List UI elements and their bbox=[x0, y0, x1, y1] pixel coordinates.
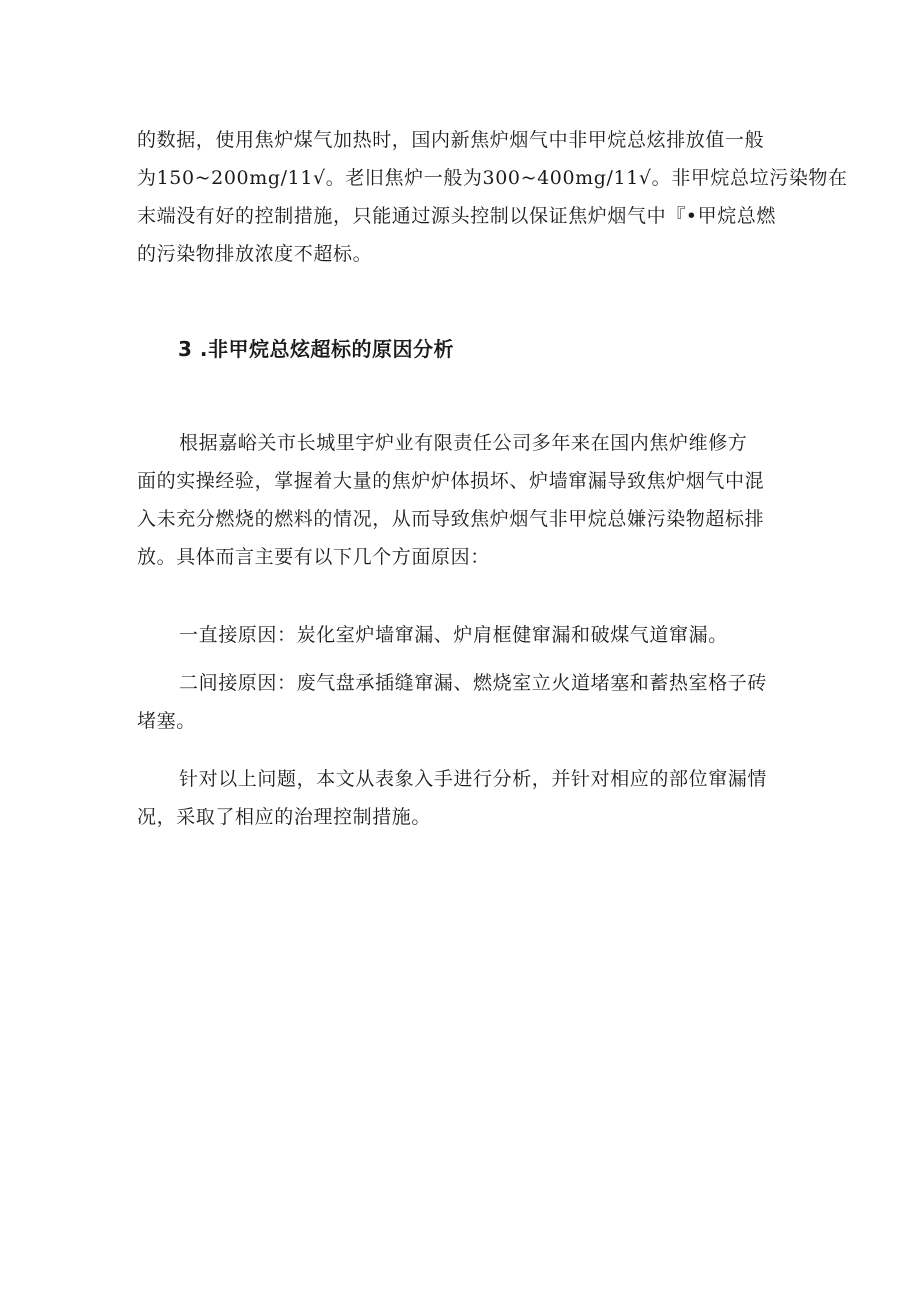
paragraph-emission-data bbox=[137, 121, 848, 273]
paragraph-line: 堵塞。 bbox=[137, 710, 196, 732]
paragraph-direct-causes bbox=[137, 616, 787, 654]
paragraph-line: 况，采取了相应的治理控制措施。 bbox=[137, 806, 432, 828]
paragraph-line: 根据嘉峪关市长城里宇炉业有限责任公司多年来在国内焦炉维修方 bbox=[179, 432, 748, 454]
paragraph-line: 面的实操经验，掌握着大量的焦炉炉体损坏、炉墙窜漏导致焦炉烟气中混 bbox=[137, 470, 765, 492]
paragraph-line: 为150~200mg∕11√。老旧焦炉一般为300~400mg∕11√。非甲烷总垃污染物在 bbox=[137, 167, 848, 189]
paragraph-line: 的数据，使用焦炉煤气加热时，国内新焦炉烟气中非甲烷总炫排放值一般 bbox=[137, 129, 765, 151]
paragraph-line: 的污染物排放浓度不超标。 bbox=[137, 243, 373, 265]
paragraph-indirect-causes bbox=[137, 664, 787, 740]
paragraph-line: 二间接原因：废气盘承插缝窜漏、燃烧室立火道堵塞和蓄热室格子砖 bbox=[179, 672, 768, 694]
paragraph-measures bbox=[137, 760, 787, 836]
paragraph-line: 针对以上问题，本文从表象入手进行分析，并针对相应的部位窜漏情 bbox=[179, 768, 768, 790]
paragraph-line: 入未充分燃烧的燃料的情况，从而导致焦炉烟气非甲烷总嫌污染物超标排 bbox=[137, 508, 765, 530]
paragraph-line: 一直接原因：炭化室炉墙窜漏、炉肩框健窜漏和破煤气道窜漏。 bbox=[179, 624, 728, 646]
paragraph-line: 末端没有好的控制措施，只能通过源头控制以保证焦炉烟气中『•甲烷总燃 bbox=[137, 205, 777, 227]
paragraph-cause-overview bbox=[137, 424, 787, 576]
section-heading: 3 .非甲烷总炫超标的原因分析 bbox=[178, 337, 454, 361]
paragraph-line: 放。具体而言主要有以下几个方面原因： bbox=[137, 546, 490, 568]
